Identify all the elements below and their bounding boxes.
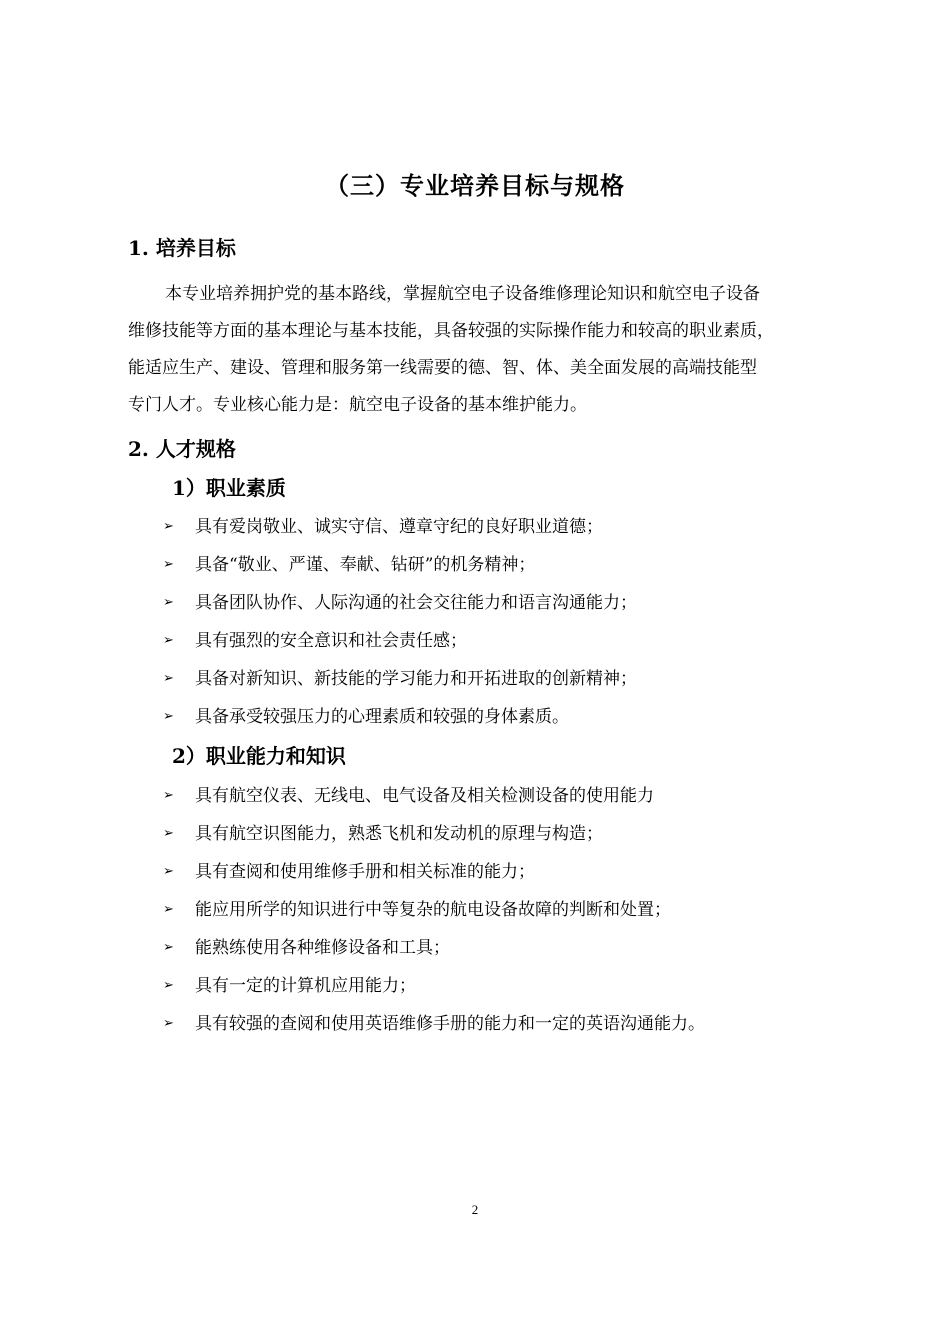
- arrow-bullet-icon: ➢: [163, 595, 174, 610]
- list-item-text: 具备团队协作、人际沟通的社会交往能力和语言沟通能力；: [195, 593, 637, 613]
- arrow-bullet-icon: ➢: [163, 826, 174, 841]
- list-item: [163, 584, 637, 622]
- arrow-bullet-icon: ➢: [163, 519, 174, 534]
- page-number: 2: [471, 1202, 479, 1217]
- list-item-text: 具有一定的计算机应用能力；: [195, 976, 416, 996]
- list-item-text: 具有强烈的安全意识和社会责任感；: [195, 631, 467, 651]
- arrow-bullet-icon: ➢: [163, 978, 174, 993]
- page-title: （三）专业培养目标与规格: [325, 171, 625, 200]
- subheading-ability-knowledge: 2）职业能力和知识: [172, 744, 346, 768]
- list-item-text: 具有爱岗敬业、诚实守信、遵章守纪的良好职业道德；: [195, 517, 603, 537]
- professional-quality-list: [163, 508, 637, 736]
- list-item: [163, 546, 637, 584]
- paragraph-line: 专门人才。专业核心能力是：航空电子设备的基本维护能力。: [128, 395, 587, 415]
- arrow-bullet-icon: ➢: [163, 557, 174, 572]
- list-item-text: 具备承受较强压力的心理素质和较强的身体素质。: [195, 707, 569, 727]
- arrow-bullet-icon: ➢: [163, 671, 174, 686]
- list-item-text: 具有查阅和使用维修手册和相关标准的能力；: [195, 862, 535, 882]
- paragraph-line: 能适应生产、建设、管理和服务第一线需要的德、智、体、美全面发展的高端技能型: [128, 358, 757, 378]
- paragraph-line: 维修技能等方面的基本理论与基本技能，具备较强的实际操作能力和较高的职业素质，: [128, 321, 774, 341]
- list-item-text: 具有航空识图能力，熟悉飞机和发动机的原理与构造；: [195, 824, 603, 844]
- list-item: [163, 891, 705, 929]
- list-item-text: 具有航空仪表、无线电、电气设备及相关检测设备的使用能力: [195, 786, 654, 806]
- list-item-text: 具备对新知识、新技能的学习能力和开拓进取的创新精神；: [195, 669, 637, 689]
- arrow-bullet-icon: ➢: [163, 864, 174, 879]
- training-goal-paragraph: [128, 276, 838, 424]
- arrow-bullet-icon: ➢: [163, 709, 174, 724]
- paragraph-line: 本专业培养拥护党的基本路线，掌握航空电子设备维修理论知识和航空电子设备: [165, 284, 760, 304]
- list-item-text: 具备“敬业、严谨、奉献、钻研”的机务精神；: [195, 555, 536, 575]
- list-item: [163, 698, 637, 736]
- list-item: [163, 853, 705, 891]
- section-heading-talent-spec: 2. 人才规格: [128, 437, 236, 461]
- list-item: [163, 967, 705, 1005]
- list-item-text: 能熟练使用各种维修设备和工具；: [195, 938, 450, 958]
- arrow-bullet-icon: ➢: [163, 1016, 174, 1031]
- list-item-text: 能应用所学的知识进行中等复杂的航电设备故障的判断和处置；: [195, 900, 671, 920]
- section-heading-training-goal: 1. 培养目标: [128, 236, 236, 260]
- list-item-text: 具有较强的查阅和使用英语维修手册的能力和一定的英语沟通能力。: [195, 1014, 705, 1034]
- arrow-bullet-icon: ➢: [163, 902, 174, 917]
- arrow-bullet-icon: ➢: [163, 788, 174, 803]
- list-item: [163, 777, 705, 815]
- ability-knowledge-list: [163, 777, 705, 1043]
- list-item: [163, 929, 705, 967]
- subheading-professional-quality: 1）职业素质: [172, 476, 286, 500]
- list-item: [163, 622, 637, 660]
- list-item: [163, 1005, 705, 1043]
- list-item: [163, 508, 637, 546]
- arrow-bullet-icon: ➢: [163, 940, 174, 955]
- list-item: [163, 660, 637, 698]
- list-item: [163, 815, 705, 853]
- arrow-bullet-icon: ➢: [163, 633, 174, 648]
